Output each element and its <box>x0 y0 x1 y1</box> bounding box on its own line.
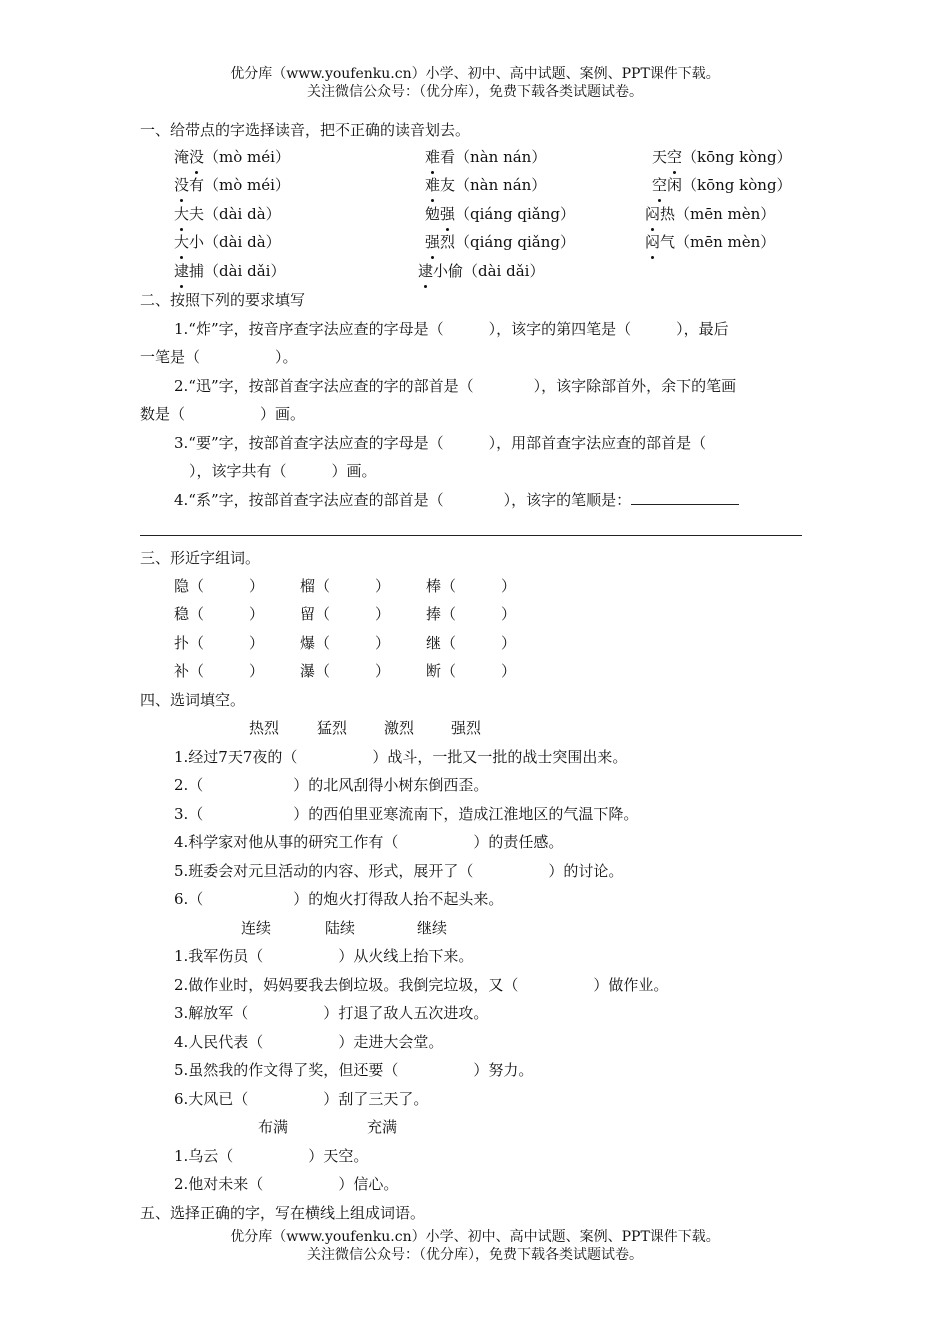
choice-word: 继续 <box>417 919 448 937</box>
word-item: 补（ ） <box>174 662 265 680</box>
word-item: 继（ ） <box>426 634 517 652</box>
pinyin-item: 逮小偷（dài dǎi） <box>418 262 545 280</box>
pinyin-item: 难看（nàn nán） <box>425 148 547 166</box>
choice-word: 猛烈 <box>317 719 348 737</box>
fill-sentence: 6.大风已（ ）刮了三天了。 <box>174 1090 429 1108</box>
fill-sentence: 2.（ ）的北风刮得小树东倒西歪。 <box>174 776 489 794</box>
fill-sentence: 5.虽然我的作文得了奖，但还要（ ）努力。 <box>174 1061 534 1079</box>
word-item: 瀑（ ） <box>300 662 391 680</box>
fill-sentence: 6.（ ）的炮火打得敌人抬不起头来。 <box>174 890 504 908</box>
word-item: 爆（ ） <box>300 634 391 652</box>
pinyin-item: 天空（kōng kòng） <box>652 148 792 166</box>
choice-word: 布满 <box>258 1118 289 1136</box>
word-item: 留（ ） <box>300 605 391 623</box>
fill-sentence: 3.解放军（ ）打退了敌人五次进攻。 <box>174 1004 489 1022</box>
word-item: 棒（ ） <box>426 577 517 595</box>
fill-sentence: 1.经过7天7夜的（ ）战斗，一批又一批的战士突围出来。 <box>174 748 628 766</box>
choice-word: 陆续 <box>325 919 356 937</box>
question-2a: 2.“迅”字，按部首查字法应查的字的部首是（ ），该字除部首外，余下的笔画 <box>174 377 737 395</box>
pinyin-item: 逮捕（dài dǎi） <box>174 262 286 280</box>
pinyin-item: 闷气（mēn mèn） <box>645 233 776 251</box>
word-item: 榴（ ） <box>300 577 391 595</box>
pinyin-item: 大夫（dài dà） <box>174 205 281 223</box>
pinyin-item: 淹没（mò méi） <box>174 148 290 166</box>
question-1b: 一笔是（ ）。 <box>140 348 298 366</box>
pinyin-item: 没有（mò méi） <box>174 176 290 194</box>
question-3a: 3.“要”字，按部首查字法应查的字母是（ ），用部首查字法应查的部首是（ <box>174 434 707 452</box>
choice-word: 热烈 <box>249 719 280 737</box>
fill-sentence: 3.（ ）的西伯里亚寒流南下，造成江淮地区的气温下降。 <box>174 805 639 823</box>
section-1-title: 一、给带点的字选择读音，把不正确的读音划去。 <box>140 121 471 139</box>
pinyin-item: 勉强（qiáng qiǎng） <box>425 205 576 223</box>
word-item: 隐（ ） <box>174 577 265 595</box>
choice-word: 充满 <box>367 1118 398 1136</box>
question-1a: 1.“炸”字，按音序查字法应查的字母是（ ），该字的第四笔是（ ），最后 <box>174 320 729 338</box>
answer-blank-line <box>631 490 739 505</box>
section-4-title: 四、选词填空。 <box>140 691 246 709</box>
word-item: 稳（ ） <box>174 605 265 623</box>
choice-word: 连续 <box>241 919 272 937</box>
section-5-title: 五、选择正确的字，写在横线上组成词语。 <box>140 1204 426 1222</box>
fill-sentence: 2.做作业时，妈妈要我去倒垃圾。我倒完垃圾，又（ ）做作业。 <box>174 976 669 994</box>
pinyin-item: 强烈（qiáng qiǎng） <box>425 233 575 251</box>
fill-sentence: 4.人民代表（ ）走进大会堂。 <box>174 1033 444 1051</box>
section-2-title: 二、按照下列的要求填写 <box>140 291 306 309</box>
footer-line-2: 关注微信公众号：（优分库），免费下载各类试题试卷。 <box>307 1247 643 1263</box>
section-3-title: 三、形近字组词。 <box>140 549 261 567</box>
question-3b: ），该字共有（ ）画。 <box>174 462 377 480</box>
footer-line-1: 优分库（www.youfenku.cn）小学、初中、高中试题、案例、PPT课件下载。 <box>230 1229 720 1245</box>
header-line-2: 关注微信公众号：（优分库），免费下载各类试题试卷。 <box>307 84 643 100</box>
pinyin-item: 空闲（kōng kòng） <box>652 176 792 194</box>
pinyin-item: 难友（nàn nán） <box>425 176 547 194</box>
word-item: 扑（ ） <box>174 634 265 652</box>
choice-word: 强烈 <box>451 719 482 737</box>
question-4: 4.“系”字，按部首查字法应查的部首是（ ），该字的笔顺是： <box>174 490 739 510</box>
question-2b: 数是（ ）画。 <box>140 405 306 423</box>
choice-word: 激烈 <box>384 719 415 737</box>
fill-sentence: 1.乌云（ ）天空。 <box>174 1147 369 1165</box>
fill-sentence: 1.我军伤员（ ）从火线上抬下来。 <box>174 947 474 965</box>
pinyin-item: 闷热（mēn mèn） <box>645 205 776 223</box>
header-line-1: 优分库（www.youfenku.cn）小学、初中、高中试题、案例、PPT课件下载。 <box>230 66 720 82</box>
fill-sentence: 2.他对未来（ ）信心。 <box>174 1175 399 1193</box>
fill-sentence: 4.科学家对他从事的研究工作有（ ）的责任感。 <box>174 833 564 851</box>
pinyin-item: 大小（dài dà） <box>174 233 281 251</box>
word-item: 断（ ） <box>426 662 517 680</box>
answer-rule <box>140 535 802 536</box>
fill-sentence: 5.班委会对元旦活动的内容、形式，展开了（ ）的讨论。 <box>174 862 624 880</box>
word-item: 捧（ ） <box>426 605 517 623</box>
